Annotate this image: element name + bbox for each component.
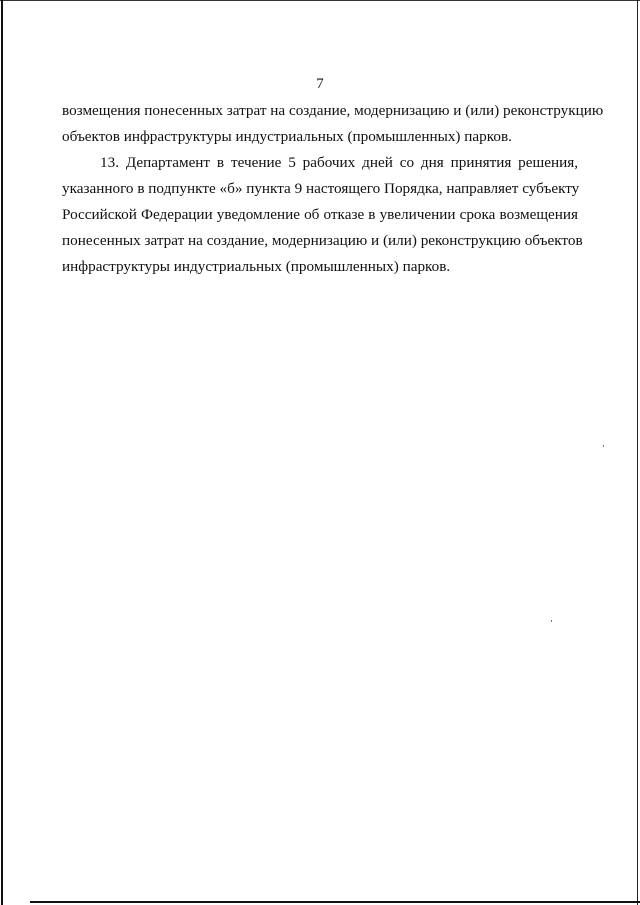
- document-body: [62, 98, 604, 280]
- page-number: 7: [316, 76, 324, 92]
- paragraph-1-line-1: возмещения понесенных затрат на создание, модернизацию и (или) реконструкцию: [62, 102, 604, 119]
- scan-edge-top: [0, 0, 640, 1]
- scan-edge-right: [637, 0, 638, 905]
- paragraph-2-line-5: инфраструктуры индустриальных (промышленных) парков.: [62, 258, 451, 275]
- paragraph-2-line-2: указанного в подпункте «б» пункта 9 настоящего Порядка, направляет субъекту: [62, 180, 580, 197]
- scan-speck: [551, 620, 552, 622]
- paragraph-2-line-3: Российской Федерации уведомление об отказе в увеличении срока возмещения: [62, 206, 578, 223]
- scan-edge-left: [1, 0, 3, 905]
- paragraph-2-line-4: понесенных затрат на создание, модернизацию и (или) реконструкцию объектов: [62, 232, 583, 249]
- scan-edge-bottom: [30, 901, 640, 903]
- paragraph-1-line-2: объектов инфраструктуры индустриальных (промышленных) парков.: [62, 128, 512, 145]
- scan-speck: [603, 445, 604, 447]
- paragraph-2-line-1: 13. Департамент в течение 5 рабочих дней со дня принятия решения,: [100, 154, 578, 171]
